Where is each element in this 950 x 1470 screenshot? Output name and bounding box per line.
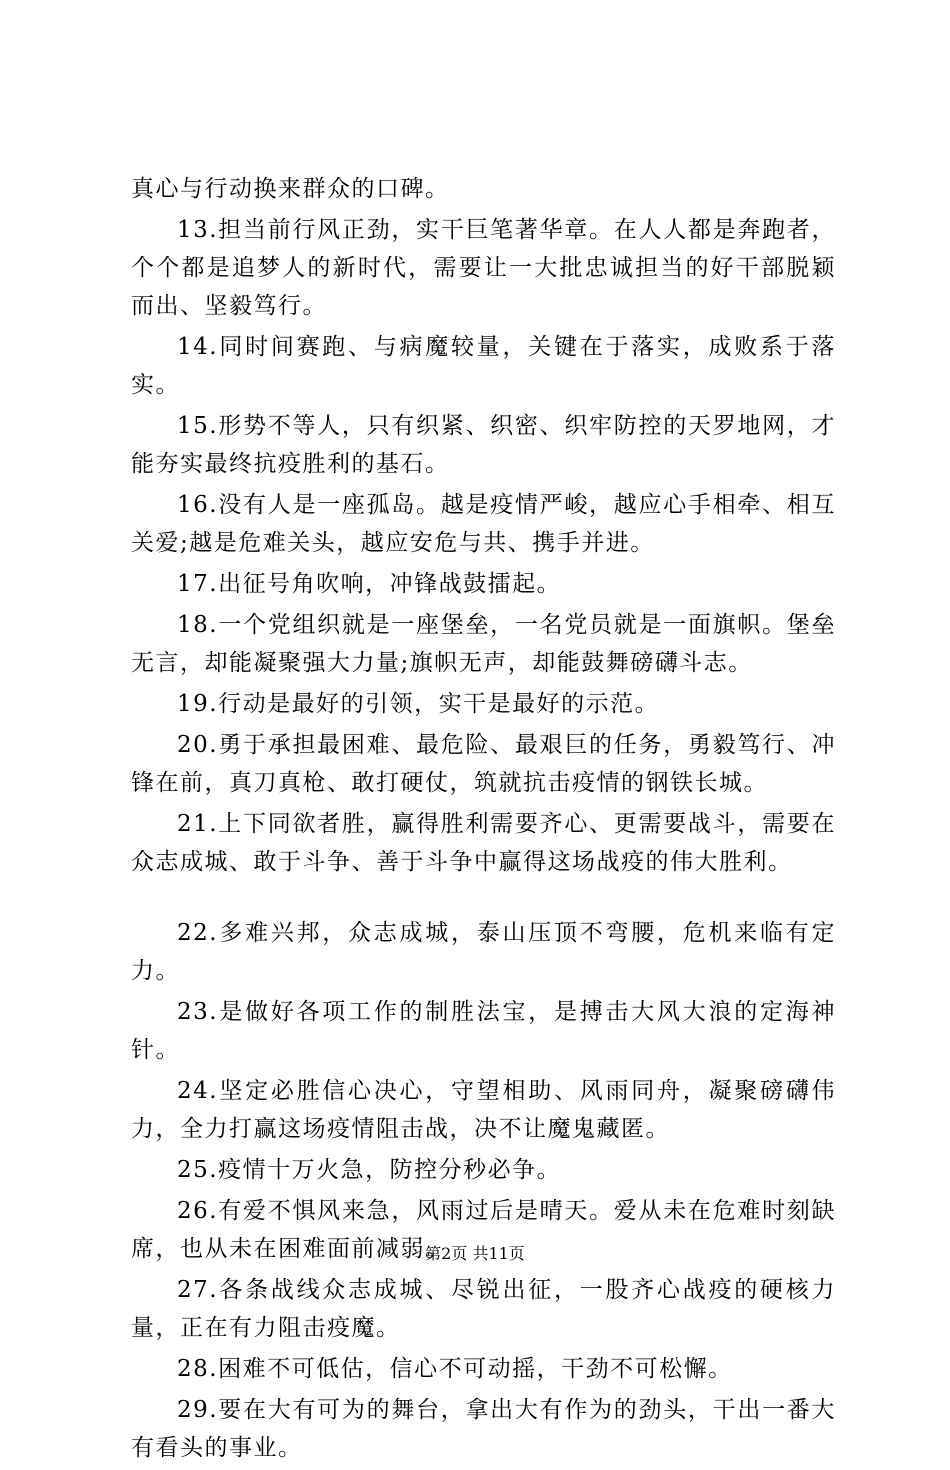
paragraph-21: 21.上下同欲者胜，赢得胜利需要齐心、更需要战斗，需要在众志成城、敢于斗争、善于斗争中赢得这场战疫的伟大胜利。 [131,811,836,875]
paragraph-13: 13.担当前行风正劲，实干巨笔著华章。在人人都是奔跑者，个个都是追梦人的新时代，需要让一大批忠诚担当的好干部脱颖而出、坚毅笃行。 [131,217,836,319]
paragraph-15: 15.形势不等人，只有织紧、织密、织牢防控的天罗地网，才能夯实最终抗疫胜利的基石。 [131,413,836,477]
paragraph-29: 29.要在大有可为的舞台，拿出大有作为的劲头，干出一番大有看头的事业。 [131,1397,836,1461]
paragraph-continuation: 真心与行动换来群众的口碑。 [131,176,450,202]
paragraph-16: 16.没有人是一座孤岛。越是疫情严峻，越应心手相牵、相互关爱;越是危难关头，越应安危与共、携手并进。 [131,492,836,556]
paragraph-25: 25.疫情十万火急，防控分秒必争。 [177,1157,562,1183]
paragraph-14: 14.同时间赛跑、与病魔较量，关键在于落实，成败系于落实。 [131,334,836,398]
paragraph-20: 20.勇于承担最困难、最危险、最艰巨的任务，勇毅笃行、冲锋在前，真刀真枪、敢打硬仗，筑就抗击疫情的钢铁长城。 [131,732,836,796]
paragraph-26: 26.有爱不惧风来急，风雨过后是晴天。爱从未在危难时刻缺席，也从未在困难面前减弱。 [131,1198,836,1262]
paragraph-23: 23.是做好各项工作的制胜法宝，是搏击大风大浪的定海神针。 [131,999,836,1063]
paragraph-24: 24.坚定必胜信心决心，守望相助、风雨同舟，凝聚磅礴伟力，全力打赢这场疫情阻击战，决不让魔鬼藏匿。 [131,1078,836,1142]
paragraph-17: 17.出征号角吹响，冲锋战鼓擂起。 [177,571,562,597]
paragraph-gap [131,884,836,914]
paragraph-18: 18.一个党组织就是一座堡垒，一名党员就是一面旗帜。堡垒无言，却能凝聚强大力量;旗帜无声，却能鼓舞磅礴斗志。 [131,612,836,676]
document-body [131,170,836,1470]
page-number-footer: 第2页 共11页 [425,1244,525,1263]
paragraph-19: 19.行动是最好的引领，实干是最好的示范。 [177,691,660,717]
paragraph-28: 28.困难不可低估，信心不可动摇，干劲不可松懈。 [177,1356,733,1382]
paragraph-27: 27.各条战线众志成城、尽锐出征，一股齐心战疫的硬核力量，正在有力阻击疫魔。 [131,1277,836,1341]
paragraph-22: 22.多难兴邦，众志成城，泰山压顶不弯腰，危机来临有定力。 [131,920,836,984]
